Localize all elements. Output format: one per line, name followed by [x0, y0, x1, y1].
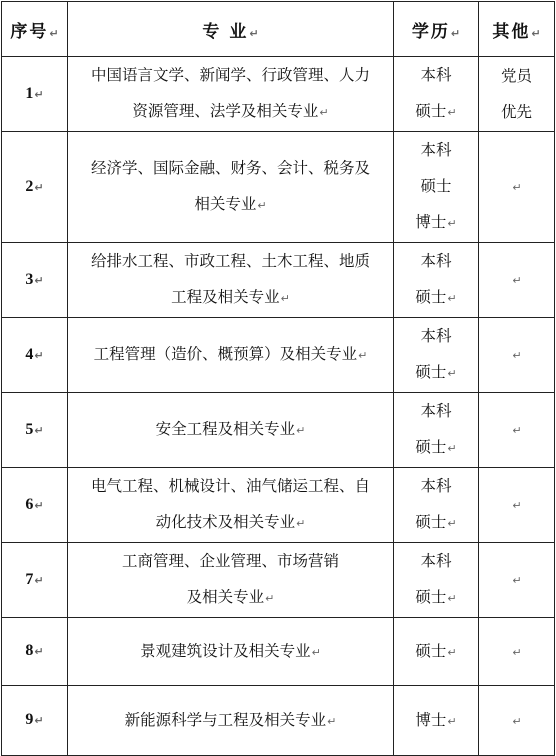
degree-item: 本科: [420, 477, 452, 495]
row-seq: 1↵: [2, 57, 68, 132]
table-row: [2, 393, 555, 468]
header-degree: 学历↵: [394, 2, 479, 57]
degree-item: 硕士↵: [415, 363, 457, 381]
major-line: 工商管理、企业管理、市场营销: [121, 552, 339, 570]
row-other: ↵: [479, 543, 555, 618]
major-line: 及相关专业↵: [186, 588, 275, 606]
row-major: [68, 57, 394, 132]
row-major: [68, 243, 394, 318]
row-seq: 4↵: [2, 318, 68, 393]
degree-item: 硕士↵: [415, 288, 457, 306]
row-major: [68, 132, 394, 243]
row-major: [68, 618, 394, 686]
header-seq: 序号↵: [2, 2, 68, 57]
table-row: [2, 686, 555, 756]
degree-item: 本科: [420, 327, 452, 345]
degree-item: 博士↵: [415, 710, 457, 729]
degree-item: 博士↵: [415, 213, 457, 231]
major-line: 景观建筑设计及相关专业↵: [140, 641, 321, 660]
table-row: [2, 243, 555, 318]
degree-item: 本科: [420, 552, 452, 570]
degree-item: 硕士↵: [415, 102, 457, 120]
table-row: [2, 468, 555, 543]
table-row: [2, 543, 555, 618]
major-line: 经济学、国际金融、财务、会计、税务及: [90, 159, 370, 177]
row-seq: 7↵: [2, 543, 68, 618]
degree-item: 本科: [420, 66, 452, 84]
major-line: 相关专业↵: [194, 195, 267, 213]
degree-item: 硕士↵: [415, 438, 457, 456]
row-other: 党员 优先: [479, 57, 555, 132]
degree-item: 本科: [420, 252, 452, 270]
degree-item: 硕士↵: [415, 641, 457, 660]
row-seq: 8↵: [2, 618, 68, 686]
row-other: ↵: [479, 132, 555, 243]
row-other: ↵: [479, 618, 555, 686]
row-other: ↵: [479, 393, 555, 468]
degree-item: 硕士↵: [415, 513, 457, 531]
table-row: [2, 618, 555, 686]
row-seq: 6↵: [2, 468, 68, 543]
row-seq: 2↵: [2, 132, 68, 243]
row-major: [68, 468, 394, 543]
recruitment-table: [1, 1, 555, 756]
row-degree: [394, 468, 479, 543]
row-degree: [394, 243, 479, 318]
row-major: [68, 686, 394, 756]
header-other: 其他↵: [479, 2, 555, 57]
degree-item: 硕士: [420, 177, 452, 195]
degree-item: 硕士↵: [415, 588, 457, 606]
row-other: ↵: [479, 243, 555, 318]
row-other: ↵: [479, 318, 555, 393]
row-degree: [394, 57, 479, 132]
row-other: ↵: [479, 468, 555, 543]
degree-item: 本科: [420, 402, 452, 420]
major-line: 中国语言文学、新闻学、行政管理、人力: [90, 66, 370, 84]
table-row: [2, 318, 555, 393]
row-degree: [394, 543, 479, 618]
major-line: 电气工程、机械设计、油气储运工程、自: [90, 477, 370, 495]
row-seq: 9↵: [2, 686, 68, 756]
header-major: 专 业↵: [68, 2, 394, 57]
major-line: 安全工程及相关专业↵: [155, 420, 306, 438]
row-major: [68, 393, 394, 468]
major-line: 动化技术及相关专业↵: [155, 513, 306, 531]
degree-item: 本科: [420, 141, 452, 159]
row-degree: [394, 318, 479, 393]
header-row: [2, 2, 555, 57]
major-line: 新能源科学与工程及相关专业↵: [124, 710, 337, 729]
major-line: 资源管理、法学及相关专业↵: [132, 102, 329, 120]
row-degree: [394, 132, 479, 243]
row-degree: [394, 393, 479, 468]
major-line: 给排水工程、市政工程、土木工程、地质: [90, 252, 370, 270]
row-major: [68, 318, 394, 393]
row-degree: [394, 618, 479, 686]
major-line: 工程管理（造价、概预算）及相关专业↵: [93, 345, 368, 363]
row-major: [68, 543, 394, 618]
row-seq: 5↵: [2, 393, 68, 468]
row-degree: [394, 686, 479, 756]
major-line: 工程及相关专业↵: [171, 288, 290, 306]
row-seq: 3↵: [2, 243, 68, 318]
table-row: [2, 132, 555, 243]
table-body: [2, 57, 555, 756]
table-row: [2, 57, 555, 132]
row-other: ↵: [479, 686, 555, 756]
